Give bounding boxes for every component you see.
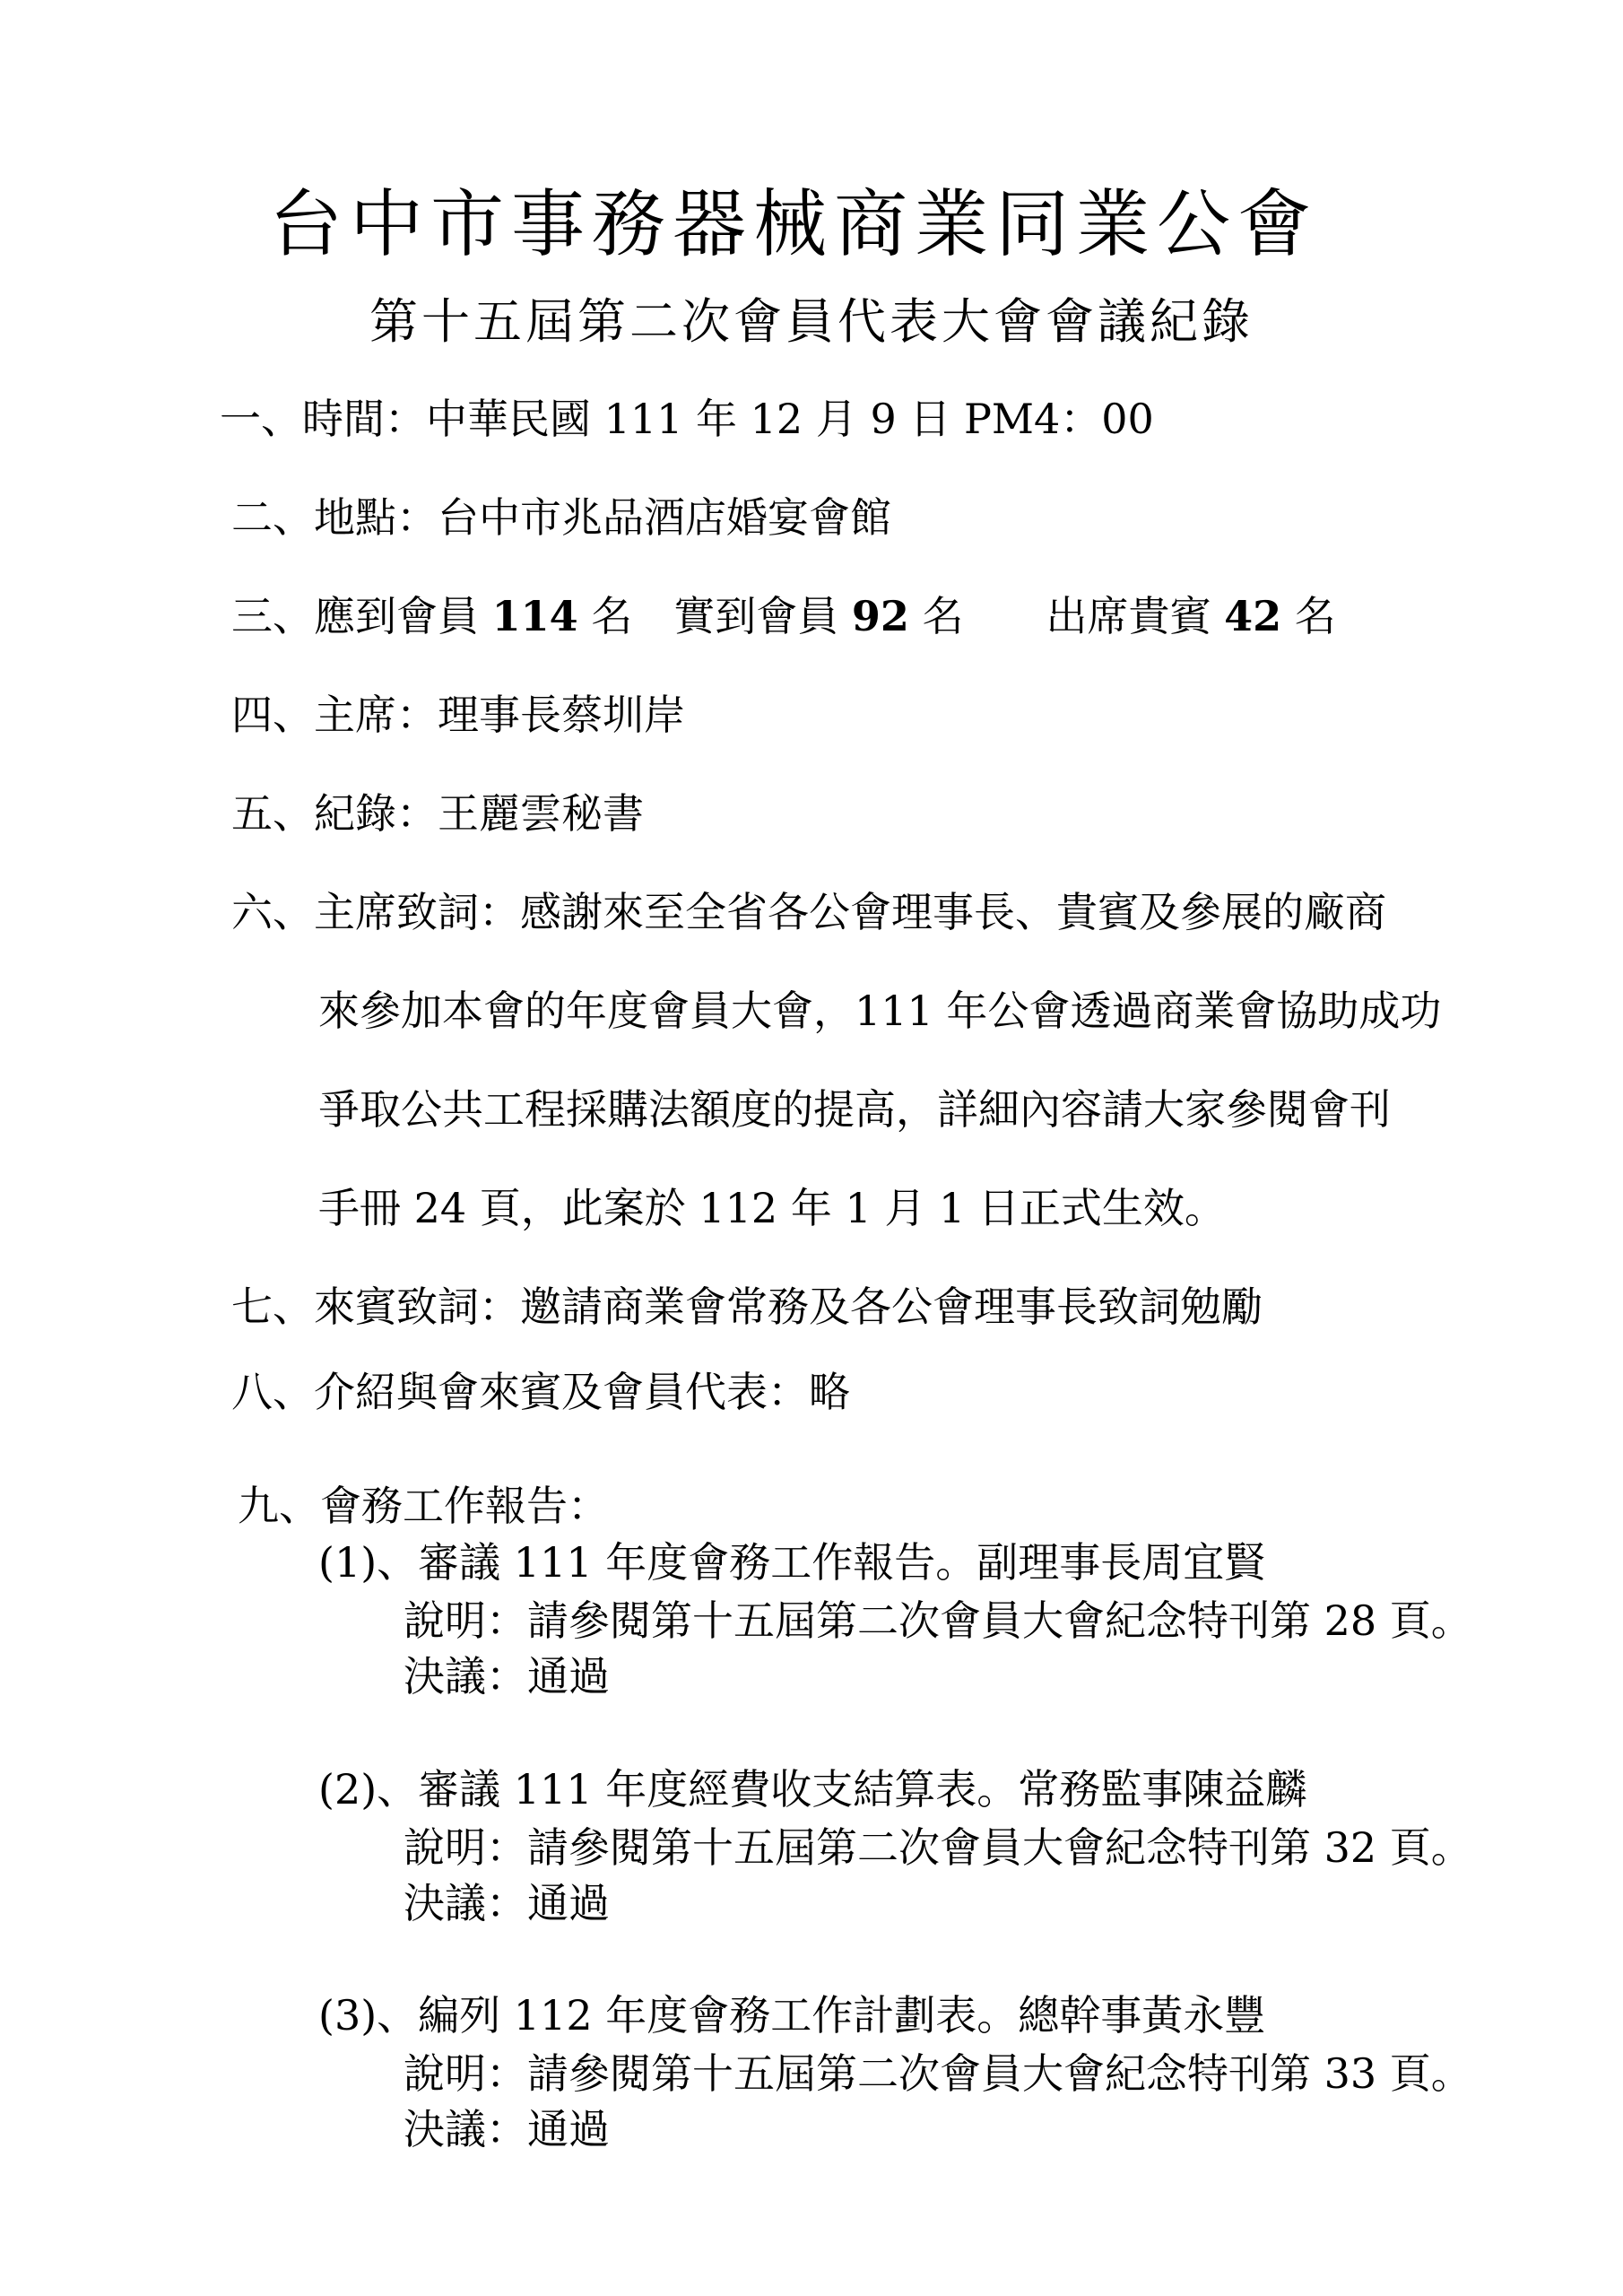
attendance-unit3: 名 (1281, 592, 1336, 640)
attendance-guests: 42 (1224, 592, 1282, 640)
report-title: (3)、編列 112 年度會務工作計劃表。總幹事黃永豐 (318, 1991, 1266, 2039)
document-subtitle: 第十五屆第二次會員代表大會會議紀錄 (369, 293, 1254, 350)
attendance-unit1: 名 實到會員 (577, 592, 852, 640)
item-time: 一、時間：中華民國 111 年 12 月 9 日 PM4：00 (220, 395, 1154, 443)
report-resolution: 決議：通過 (404, 1879, 610, 1927)
report-note: 說明：請參閱第十五屆第二次會員大會紀念特刊第 28 頁。 (404, 1596, 1472, 1645)
item-guest-speech: 七、來賓致詞：邀請商業會常務及各公會理事長致詞勉勵 (231, 1283, 1263, 1331)
report-title: (2)、審議 111 年度經費收支結算表。常務監事陳益麟 (318, 1765, 1307, 1813)
report-resolution: 決議：通過 (404, 2105, 610, 2153)
report-note: 說明：請參閱第十五屆第二次會員大會紀念特刊第 32 頁。 (404, 1823, 1472, 1872)
speech-line: 爭取公共工程採購法額度的提高，詳細內容請大家參閱會刊 (318, 1085, 1391, 1134)
report-heading: 九、會務工作報告： (238, 1482, 609, 1530)
attendance-prefix: 三、應到會員 (231, 592, 492, 640)
speech-line: 六、主席致詞：感謝來至全省各公會理事長、貴賓及參展的廠商 (231, 888, 1386, 936)
report-resolution: 決議：通過 (404, 1652, 610, 1700)
attendance-expected: 114 (491, 592, 578, 640)
speech-line: 來參加本會的年度會員大會，111 年公會透過商業會協助成功 (318, 987, 1442, 1035)
report-title: (1)、審議 111 年度會務工作報告。副理事長周宜賢 (318, 1538, 1266, 1587)
item-introduction: 八、介紹與會來賓及會員代表：略 (231, 1368, 850, 1416)
item-recorder: 五、紀錄：王麗雲秘書 (231, 789, 644, 838)
item-attendance (231, 592, 1336, 641)
attendance-unit2: 名 出席貴賓 (908, 592, 1225, 640)
item-chair: 四、主席：理事長蔡圳岸 (231, 691, 685, 739)
item-place: 二、地點：台中市兆品酒店婚宴會館 (231, 493, 891, 542)
document-title: 台中市事務器械商業同業公會 (268, 182, 1318, 267)
report-note: 說明：請參閱第十五屆第二次會員大會紀念特刊第 33 頁。 (404, 2049, 1472, 2098)
speech-line: 手冊 24 頁，此案於 112 年 1 月 1 日正式生效。 (318, 1184, 1226, 1232)
attendance-actual: 92 (851, 592, 909, 640)
